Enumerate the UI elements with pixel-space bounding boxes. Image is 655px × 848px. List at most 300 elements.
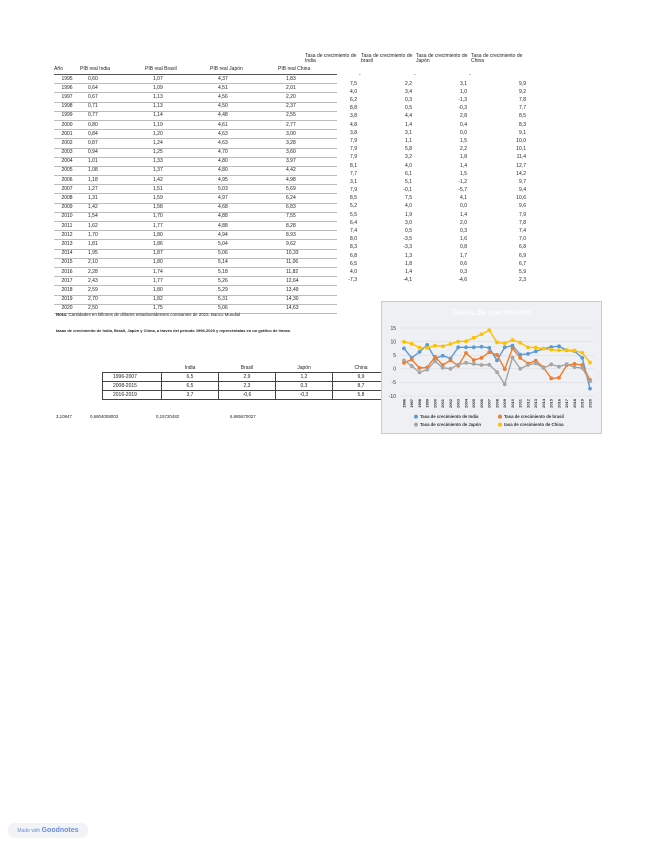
gdp-cell: 1,77	[145, 222, 210, 231]
growth-cell: -0,1	[403, 187, 412, 194]
data-point	[464, 339, 468, 343]
year-cell: 2016	[54, 267, 80, 276]
year-cell: 2013	[54, 240, 80, 249]
gdp-cell: 0,80	[80, 120, 145, 129]
growth-cell: 9,4	[519, 187, 526, 194]
note-label: Nota:	[56, 312, 68, 317]
gdp-cell: 5,29	[210, 286, 278, 295]
y-tick-label: 10	[390, 339, 396, 346]
growth-cell: 6,2	[350, 97, 357, 104]
year-cell: 2003	[54, 148, 80, 157]
gdp-column-header: PIB real India	[80, 56, 145, 75]
gdp-cell: 4,88	[210, 212, 278, 221]
growth-cell: 1,6	[460, 236, 467, 243]
data-point	[549, 363, 553, 367]
table-row	[303, 121, 528, 129]
growth-cell: 8,3	[519, 121, 526, 128]
growth-column-header: Tasa de crecimiento de India	[305, 53, 357, 65]
growth-cell: 1,8	[405, 260, 412, 267]
year-cell: 2009	[54, 203, 80, 212]
gdp-cell: 4,48	[210, 111, 278, 120]
gdp-cell: 1,74	[145, 267, 210, 276]
avg-cell: 5,8	[333, 391, 390, 400]
growth-cell: 9,1	[519, 129, 526, 136]
data-point	[511, 356, 515, 360]
table-row	[54, 148, 337, 157]
legend-label: Tasa de crecimiento de Japón	[420, 422, 482, 427]
y-tick-label: 15	[390, 325, 396, 332]
growth-cell: 0,0	[460, 203, 467, 210]
gdp-cell: 4,37	[210, 75, 278, 84]
bottom-value: 6,985670027	[230, 414, 256, 419]
table-row	[54, 203, 337, 212]
growth-cell: 1,5	[460, 137, 467, 144]
growth-cell: 2,2	[405, 80, 412, 87]
year-cell: 2011	[54, 222, 80, 231]
growth-cell: 8,0	[350, 236, 357, 243]
gdp-cell: 4,63	[210, 139, 278, 148]
data-point	[418, 366, 422, 370]
growth-cell: 11,4	[516, 154, 526, 161]
x-tick-label: 1996	[401, 399, 407, 408]
growth-cell: 3,2	[405, 154, 412, 161]
table-row	[303, 228, 528, 236]
chart-svg	[382, 302, 601, 433]
growth-cell: 10,6	[516, 195, 526, 202]
x-tick-label: 2014	[540, 399, 546, 408]
gdp-cell: 3,60	[278, 148, 337, 157]
period-cell: 2008-2015	[103, 382, 162, 391]
data-point	[503, 367, 507, 371]
data-point	[565, 362, 569, 366]
growth-cell: 7,0	[519, 236, 526, 243]
data-point	[549, 376, 553, 380]
gdp-cell: 4,98	[278, 176, 337, 185]
table-row	[54, 176, 337, 185]
growth-cell: 0,3	[460, 228, 467, 235]
gdp-cell: 0,71	[80, 102, 145, 111]
growth-cell: 14,2	[516, 170, 526, 177]
growth-cell: 7,9	[350, 154, 357, 161]
x-tick-label: 2003	[455, 399, 461, 408]
table-row	[54, 240, 337, 249]
avg-cell: 2,3	[219, 382, 276, 391]
gdp-cell: 1,58	[145, 203, 210, 212]
table-row	[303, 105, 528, 113]
table-row	[103, 373, 390, 382]
series-line	[404, 330, 590, 362]
data-point	[441, 344, 445, 348]
growth-cell: 7,8	[519, 97, 526, 104]
growth-cell: 0,8	[460, 244, 467, 251]
growth-cell: 5,2	[350, 203, 357, 210]
legend-marker	[498, 415, 502, 419]
data-point	[487, 328, 491, 332]
growth-cell: 7,9	[519, 211, 526, 218]
data-point	[464, 351, 468, 355]
growth-cell: 1,0	[460, 88, 467, 95]
growth-cell: -1,2	[458, 178, 467, 185]
growth-cell: 4,8	[350, 121, 357, 128]
data-point	[588, 361, 592, 365]
avg-column-header: Brasil	[219, 364, 276, 373]
gdp-cell: 1,01	[80, 157, 145, 166]
x-tick-label: 2019	[579, 399, 585, 408]
data-point	[518, 367, 522, 371]
data-point	[503, 382, 507, 386]
gdp-cell: 1,80	[145, 231, 210, 240]
growth-cell: 1,7	[460, 252, 467, 259]
gdp-cell: 0,64	[80, 84, 145, 93]
data-point	[433, 344, 437, 348]
table-row	[303, 236, 528, 244]
gdp-column-header: PIB real Brasil	[145, 56, 210, 75]
growth-cell: 1,3	[405, 252, 412, 259]
data-point	[534, 346, 538, 350]
growth-cell: 8,1	[350, 162, 357, 169]
growth-cell: 4,0	[350, 88, 357, 95]
data-point	[511, 338, 515, 342]
gdp-cell: 5,69	[278, 185, 337, 194]
growth-cell: 6,8	[519, 244, 526, 251]
growth-cell: -4,1	[403, 277, 412, 284]
year-cell: 2001	[54, 130, 80, 139]
growth-cell: 1,8	[460, 154, 467, 161]
gdp-cell: 1,08	[80, 166, 145, 175]
gdp-cell: 7,55	[278, 212, 337, 221]
avg-cell: -0,6	[219, 391, 276, 400]
year-cell: 1997	[54, 93, 80, 102]
data-point	[542, 347, 546, 351]
data-point	[425, 346, 429, 350]
growth-cell: 7,7	[350, 170, 357, 177]
data-point	[487, 350, 491, 354]
growth-cell: 9,7	[519, 178, 526, 185]
table-row	[54, 212, 337, 221]
year-cell: 1998	[54, 102, 80, 111]
data-point	[402, 347, 406, 351]
table-row	[303, 252, 528, 260]
gdp-cell: 1,87	[145, 249, 210, 258]
growth-cell: 0,3	[460, 268, 467, 275]
instruction-text: tasas de crecimiento de India, Brasil, Japón y China, a través del período 1996-2020 y represéntalas en un gráfico de líneas.	[56, 328, 291, 333]
x-tick-label: 2009	[502, 399, 508, 408]
year-cell: 2002	[54, 139, 80, 148]
table-row	[303, 72, 528, 80]
table-row	[303, 162, 528, 170]
table-row	[54, 249, 337, 258]
gdp-cell: 2,77	[278, 120, 337, 129]
table-row	[54, 102, 337, 111]
year-cell: 2007	[54, 185, 80, 194]
x-tick-label: 2016	[556, 399, 562, 408]
growth-cell: 1,4	[460, 211, 467, 218]
gdp-table-header	[54, 56, 337, 75]
growth-cell: 5,5	[350, 211, 357, 218]
table-row	[303, 187, 528, 195]
table-row	[103, 391, 390, 400]
period-cell: 2016-2019	[103, 391, 162, 400]
gdp-cell: 11,82	[278, 267, 337, 276]
year-cell: 2010	[54, 212, 80, 221]
gdp-cell: 4,88	[210, 222, 278, 231]
gdp-cell: 1,95	[80, 249, 145, 258]
gdp-cell: 3,28	[278, 139, 337, 148]
gdp-cell: 4,56	[210, 93, 278, 102]
x-tick-label: 1999	[424, 399, 430, 408]
growth-cell: 10,1	[516, 146, 526, 153]
growth-cell: 7,9	[350, 137, 357, 144]
year-cell: 2019	[54, 295, 80, 304]
table-row	[54, 120, 337, 129]
gdp-cell: 12,64	[278, 277, 337, 286]
year-cell: 2005	[54, 166, 80, 175]
growth-column-header: Tasa de crecimiento de brasil	[361, 53, 413, 65]
gdp-cell: 1,31	[80, 194, 145, 203]
data-point	[410, 358, 414, 362]
gdp-cell: 4,68	[210, 203, 278, 212]
year-cell: 2014	[54, 249, 80, 258]
gdp-cell: 10,33	[278, 249, 337, 258]
data-point	[534, 361, 538, 365]
year-cell: 2004	[54, 157, 80, 166]
growth-cell: 9,2	[519, 88, 526, 95]
gdp-cell: 2,43	[80, 277, 145, 286]
goodnotes-badge[interactable]	[8, 823, 88, 838]
table-row	[303, 129, 528, 137]
gdp-cell: 0,60	[80, 75, 145, 84]
x-tick-label: 2005	[471, 399, 477, 408]
gdp-cell: 5,06	[210, 249, 278, 258]
gdp-cell: 1,51	[145, 185, 210, 194]
legend-label: Tasa de crecimiento de India	[420, 414, 479, 419]
gdp-cell: 6,24	[278, 194, 337, 203]
data-point	[418, 346, 422, 350]
gdp-cell: 4,80	[210, 157, 278, 166]
growth-cell: 7,4	[519, 228, 526, 235]
data-point	[410, 342, 414, 346]
growth-cell: -	[414, 72, 416, 79]
gdp-cell: 1,80	[145, 258, 210, 267]
gdp-cell: 0,84	[80, 130, 145, 139]
growth-cell: 1,1	[405, 137, 412, 144]
gdp-column-header: PIB real China	[278, 56, 337, 75]
avg-cell: 3,7	[162, 391, 219, 400]
table-row	[303, 195, 528, 203]
legend-label: Tasa de crecimiento de brasil	[504, 414, 564, 419]
table-row	[303, 260, 528, 268]
growth-cell: 6,5	[350, 260, 357, 267]
avg-cell: 2,9	[219, 373, 276, 382]
legend-marker	[414, 423, 418, 427]
x-tick-label: 2011	[517, 399, 523, 408]
growth-cell: 3,4	[405, 88, 412, 95]
data-point	[487, 346, 491, 350]
gdp-cell: 4,80	[210, 166, 278, 175]
gdp-cell: 9,62	[278, 240, 337, 249]
data-point	[487, 363, 491, 367]
series-line	[404, 345, 590, 389]
growth-cell: 1,4	[405, 268, 412, 275]
gdp-cell: 1,70	[80, 231, 145, 240]
data-point	[580, 356, 584, 360]
data-point	[433, 359, 437, 363]
gdp-cell: 1,42	[145, 176, 210, 185]
gdp-cell: 13,49	[278, 286, 337, 295]
growth-cell: -4,6	[458, 277, 467, 284]
x-tick-label: 2018	[571, 399, 577, 408]
growth-cell: 3,1	[405, 129, 412, 136]
table-row	[54, 231, 337, 240]
growth-cell: 1,9	[405, 211, 412, 218]
table-row	[303, 244, 528, 252]
data-point	[464, 361, 468, 365]
growth-cell: 0,5	[405, 105, 412, 112]
growth-cell: 2,2	[460, 146, 467, 153]
gdp-cell: 1,25	[145, 148, 210, 157]
data-point	[518, 356, 522, 360]
data-point	[503, 345, 507, 349]
avg-column-header: Japón	[276, 364, 333, 373]
x-tick-label: 2008	[494, 399, 500, 408]
growth-cell: 0,0	[460, 129, 467, 136]
avg-cell: 1,2	[276, 373, 333, 382]
data-point	[472, 358, 476, 362]
growth-cell: -7,3	[348, 277, 357, 284]
gdp-cell: 1,19	[145, 120, 210, 129]
growth-cell: 3,8	[350, 129, 357, 136]
gdp-cell: 1,09	[145, 84, 210, 93]
growth-cell: 1,4	[405, 121, 412, 128]
table-row	[54, 258, 337, 267]
year-cell: 2020	[54, 304, 80, 313]
legend-label: tasa de crecimiento de China	[504, 422, 564, 427]
growth-cell: 6,7	[519, 260, 526, 267]
gdp-cell: 1,70	[145, 212, 210, 221]
growth-cell: 0,3	[405, 97, 412, 104]
growth-line-chart[interactable]	[381, 301, 602, 434]
table-row	[54, 222, 337, 231]
avg-cell: 0,3	[276, 382, 333, 391]
data-point	[549, 348, 553, 352]
data-point	[456, 363, 460, 367]
gdp-cell: 2,59	[80, 286, 145, 295]
growth-cell: -3,3	[403, 244, 412, 251]
growth-cell: -	[469, 72, 471, 79]
year-cell: 1995	[54, 75, 80, 84]
table-row	[54, 93, 337, 102]
growth-cell: 4,0	[405, 162, 412, 169]
avg-cell: 9,9	[333, 373, 390, 382]
gdp-cell: 4,95	[210, 176, 278, 185]
data-point	[464, 345, 468, 349]
growth-cell: 1,4	[460, 162, 467, 169]
table-row	[54, 277, 337, 286]
x-tick-label: 2015	[548, 399, 554, 408]
growth-cell: 7,8	[519, 219, 526, 226]
gdp-cell: 1,62	[80, 222, 145, 231]
gdp-cell: 1,83	[278, 75, 337, 84]
avg-column-header	[103, 364, 162, 373]
growth-column-header: Tasa de crecimiento de China	[471, 53, 523, 65]
data-point	[526, 345, 530, 349]
data-point	[480, 332, 484, 336]
gdp-cell: 5,03	[210, 185, 278, 194]
growth-cell: 3,8	[350, 113, 357, 120]
data-point	[588, 387, 592, 391]
data-point	[480, 363, 484, 367]
data-point	[557, 344, 561, 348]
data-point	[557, 376, 561, 380]
gdp-cell: 1,14	[145, 111, 210, 120]
growth-cell: 6,9	[519, 252, 526, 259]
bottom-value: 0,15720482	[156, 414, 180, 419]
data-point	[495, 358, 499, 362]
avg-column-header: China	[333, 364, 390, 373]
data-point	[518, 341, 522, 345]
growth-cell: 7,5	[350, 80, 357, 87]
table-row	[303, 211, 528, 219]
gdp-cell: 1,27	[80, 185, 145, 194]
gdp-cell: 1,37	[145, 166, 210, 175]
gdp-cell: 1,24	[145, 139, 210, 148]
data-point	[503, 341, 507, 345]
badge-brand: Goodnotes	[41, 827, 79, 834]
growth-cell: 7,5	[405, 195, 412, 202]
growth-cell: 6,1	[405, 170, 412, 177]
data-point	[495, 353, 499, 357]
gdp-cell: 1,54	[80, 212, 145, 221]
y-tick-label: 0	[393, 366, 396, 373]
growth-cell: -3,5	[403, 236, 412, 243]
gdp-cell: 1,75	[145, 304, 210, 313]
y-tick-label: -5	[391, 380, 396, 387]
gdp-cell: 3,97	[278, 157, 337, 166]
x-tick-label: 2017	[564, 399, 570, 408]
growth-cell: 7,4	[350, 228, 357, 235]
x-tick-label: 1998	[416, 399, 422, 408]
growth-cell: 12,7	[516, 162, 526, 169]
gdp-cell: 5,14	[210, 258, 278, 267]
table-row	[54, 111, 337, 120]
x-tick-label: 2000	[432, 399, 438, 408]
gdp-cell: 8,93	[278, 231, 337, 240]
growth-cell: 3,0	[405, 219, 412, 226]
x-tick-label: 1997	[409, 399, 415, 408]
table-row	[54, 166, 337, 175]
gdp-cell: 4,70	[210, 148, 278, 157]
gdp-table	[54, 56, 337, 314]
gdp-cell: 1,59	[145, 194, 210, 203]
gdp-cell: 11,06	[278, 258, 337, 267]
data-point	[557, 348, 561, 352]
data-point	[580, 366, 584, 370]
table-row	[303, 138, 528, 146]
note-text: Cantidades en billones de dólares estadounidenses constantes de 2015. Banco Mundial	[67, 312, 241, 317]
growth-cell: 5,8	[405, 146, 412, 153]
gdp-cell: 0,67	[80, 93, 145, 102]
growth-column-header: Tasa de crecimiento de Japón	[416, 53, 468, 65]
table-row	[303, 113, 528, 121]
growth-cell: 1,5	[460, 170, 467, 177]
data-point	[410, 364, 414, 368]
growth-cell: 8,3	[350, 244, 357, 251]
gdp-cell: 0,77	[80, 111, 145, 120]
gdp-column-header: Año	[54, 56, 80, 75]
x-tick-label: 2013	[533, 399, 539, 408]
gdp-cell: 0,94	[80, 148, 145, 157]
gdp-cell: 8,28	[278, 222, 337, 231]
